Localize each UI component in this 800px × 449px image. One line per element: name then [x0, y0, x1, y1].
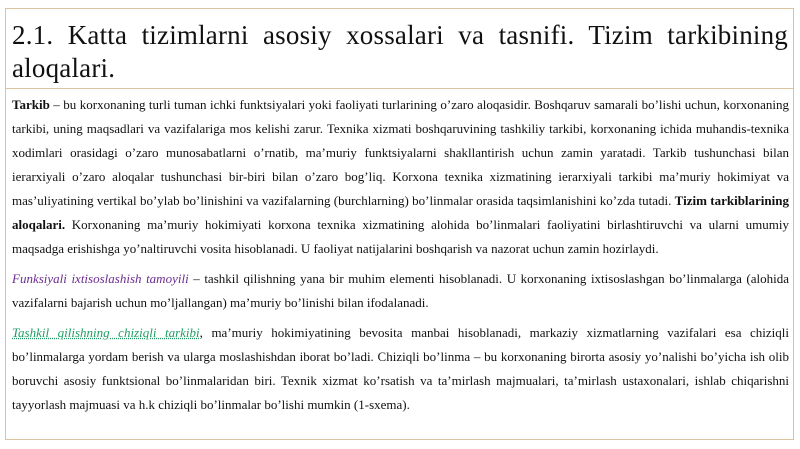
term-tizim-tarkiblari: Tizim tarkiblarining aloqalari.	[12, 193, 789, 232]
paragraph-chiziqli-text: , ma’muriy hokimiyatining bevosita manbai hisoblanadi, markaziy xizmatlarning vazifalari esa chiziqli bo’linmalarga yordam berish va ularga moslashishdan iborat bo’ladi. Chiziqli bo’linma – bu korxonaning birorta asosiy yo’nalishi bo’yicha ish olib boruvchi asosiy funktsional bo’linmalaridan biri. Texnik xizmat ko’rsatish va ta’mirlash majmualari, ta’mirlash ustaxonalari, ishlab chiqarishni tayyorlash majmuasi va h.k chiziqli bo’linmalar bo’lishi mumkin (1-sxema).	[12, 325, 789, 412]
paragraph-funksiyali-text: – tashkil qilishning yana bir muhim elementi hisoblanadi. U korxonaning ixtisoslashgan bo’linmalarga (alohida vazifalarni bajarish uchun mo’ljallangan) ma’muriy bo’linishi bilan ifodalanadi.	[12, 271, 790, 310]
slide-title: 2.1. Katta tizimlarni asosiy xossalari va tasnifi. Tizim tarkibining aloqalari.	[12, 20, 788, 83]
term-tarkib: Tarkib	[12, 97, 50, 112]
title-divider	[6, 88, 793, 89]
paragraph-tarkib	[12, 93, 789, 261]
term-chiziqli: Tashkil qilishning chiziqli tarkibi	[12, 325, 200, 340]
slide-body	[12, 93, 789, 417]
paragraph-funksiyali	[12, 267, 789, 315]
slide	[5, 8, 794, 440]
paragraph-chiziqli	[12, 321, 789, 417]
paragraph-tizim-text: Korxonaning ma’muriy hokimiyati korxona texnika xizmatining alohida bo’linmalari faoliyatini birlashtiruvchi va ularni umumiy maqsadga erishishga yo’naltiruvchi vosita hisoblanadi. U faoliyat natijalarini boshqarish va nazorat uchun zamin hozirlaydi.	[12, 217, 789, 256]
term-funksiyali: Funksiyali ixtisoslashish tamoyili	[12, 271, 189, 286]
paragraph-tarkib-text: – bu korxonaning turli tuman ichki funktsiyalari yoki faoliyati turlarining o’zaro aloqasidir. Boshqaruv samarali bo’lishi uchun, korxonaning tarkibi, uning maqsadlari va vazifalariga mos kelishi zarur. Texnika xizmati boshqaruvining tashkiliy tarkibi, korxonaning ichida muhandis-texnika xodimlari orasidagi o’zaro munosabatlarni o’rnatib, ma’muriy funktsiyalarni shakllantirish uchun zamin yaratadi. Tarkib tushunchasi bilan ierarxiyali o’zaro aloqalar tushunchasi bir-biri bilan o’zaro bog’liq. Korxona texnika xizmatining ierarxiyali tarkibi ma’muriy hokimiyat va mas’uliyatining vertikal bo’ylab bo’linishini va vazifalarning (burchlarning) bo’linmalar orasida taqsimlanishini ko’zda tutadi.	[12, 97, 789, 208]
